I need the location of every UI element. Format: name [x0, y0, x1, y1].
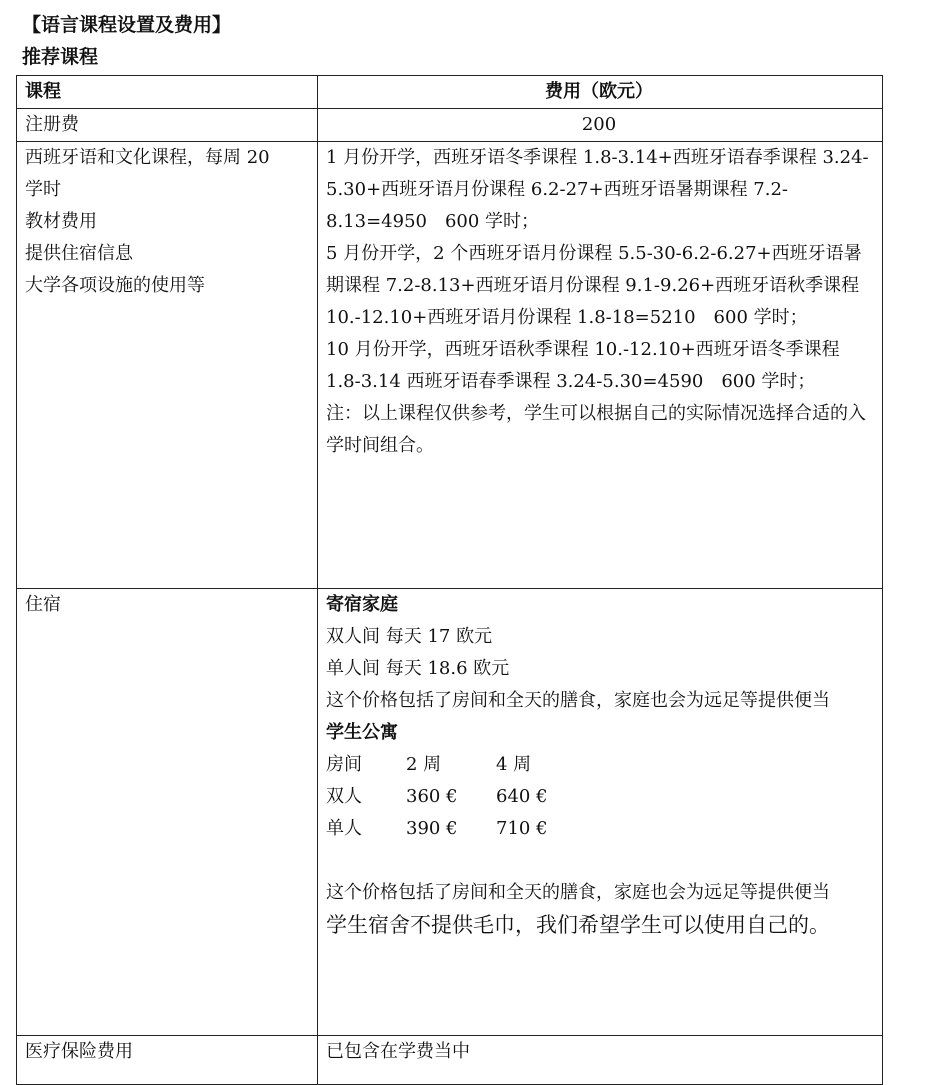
- course-plan-october: 10 月份开学，西班牙语秋季课程 10.-12.10+西班牙语冬季课程 1.8-3.14 西班牙语春季课程 3.24-5.30=4590 600 学时；: [326, 339, 840, 392]
- apartment-header-room: 房间: [326, 754, 362, 775]
- col-header-course: 课程: [17, 76, 318, 109]
- apartment-header-2weeks: 2 周: [406, 754, 442, 775]
- table-header-row: [17, 76, 883, 109]
- course-plan-may: 5 月份开学，2 个西班牙语月份课程 5.5-30-6.2-6.27+西班牙语暑期课程 7.2-8.13+西班牙语月份课程 9.1-9.26+西班牙语秋季课程 10.-12.10+西班牙语月份课程 1.8-18=5210 600 学时；: [326, 243, 862, 328]
- subtitle: 推荐课程: [22, 46, 99, 68]
- apartment-room-type: 单人: [326, 818, 362, 839]
- col-header-fee: 费用（欧元）: [318, 76, 883, 109]
- homestay-note: 这个价格包括了房间和全天的膳食，家庭也会为远足等提供便当: [326, 690, 830, 711]
- insurance-value: 已包含在学费当中: [318, 1036, 883, 1085]
- apartment-title: 学生公寓: [326, 722, 398, 743]
- apartment-price-table: [326, 749, 576, 845]
- table-row-insurance: [17, 1036, 883, 1085]
- table-row: [326, 813, 576, 845]
- accommodation-cell: [318, 589, 883, 1036]
- registration-label: 注册费: [17, 109, 318, 142]
- course-label-line: 学时: [25, 179, 61, 200]
- fee-table: [16, 75, 883, 1085]
- apartment-header-row: [326, 749, 576, 781]
- apartment-price-2weeks: 390 €: [406, 818, 458, 839]
- apartment-price-4weeks: 640 €: [496, 786, 548, 807]
- table-row-accommodation: [17, 589, 883, 1036]
- apartment-price-2weeks: 360 €: [406, 786, 458, 807]
- table-row-course: [17, 142, 883, 589]
- apartment-header-4weeks: 4 周: [496, 754, 532, 775]
- apartment-room-type: 双人: [326, 786, 362, 807]
- spacer: [326, 845, 872, 877]
- course-label-line: 西班牙语和文化课程，每周 20: [25, 147, 270, 168]
- insurance-label: 医疗保险费用: [17, 1036, 318, 1085]
- table-row: [326, 781, 576, 813]
- apartment-price-4weeks: 710 €: [496, 818, 548, 839]
- homestay-single-price: 单人间 每天 18.6 欧元: [326, 658, 510, 679]
- homestay-double-price: 双人间 每天 17 欧元: [326, 626, 493, 647]
- course-label-line: 教材费用: [25, 211, 97, 232]
- accommodation-label: 住宿: [17, 589, 318, 1036]
- table-row-registration: [17, 109, 883, 142]
- registration-value: 200: [318, 109, 883, 142]
- course-plan-january: 1 月份开学，西班牙语冬季课程 1.8-3.14+西班牙语春季课程 3.24-5.30+西班牙语月份课程 6.2-27+西班牙语暑期课程 7.2-8.13=4950 600 学时；: [326, 147, 869, 232]
- course-label-line: 大学各项设施的使用等: [25, 275, 205, 296]
- section-title: 【语言课程设置及费用】: [22, 14, 232, 36]
- course-label-line: 提供住宿信息: [25, 243, 133, 264]
- course-note: 注：以上课程仅供参考，学生可以根据自己的实际情况选择合适的入学时间组合。: [326, 403, 866, 456]
- homestay-title: 寄宿家庭: [326, 594, 398, 615]
- apartment-note: 这个价格包括了房间和全天的膳食，家庭也会为远足等提供便当: [326, 882, 830, 903]
- course-label-cell: [17, 142, 318, 589]
- course-fee-cell: [318, 142, 883, 589]
- towel-note: 学生宿舍不提供毛巾，我们希望学生可以使用自己的。: [326, 913, 830, 937]
